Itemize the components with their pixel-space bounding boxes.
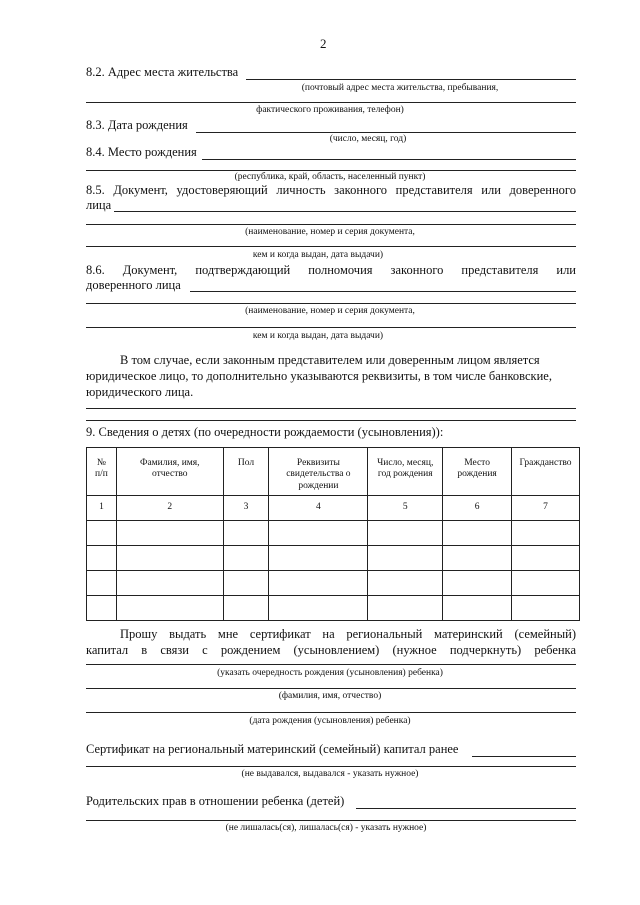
col-header-num: № п/п	[87, 448, 117, 496]
children-section-title: 9. Сведения о детях (по очередности рождаемости (усыновления)):	[86, 425, 444, 439]
authority-doc-hint: (наименование, номер и серия документа,	[245, 306, 415, 316]
table-row	[87, 546, 580, 571]
legal-text-1: В том случае, если законным представителем или доверенным лицом является	[120, 353, 540, 367]
legal-text-2: юридическое лицо, то дополнительно указываются реквизиты, в том числе банковские,	[86, 369, 552, 383]
col-header-name: Фамилия, имя, отчество	[116, 448, 223, 496]
authority-doc-label-2: доверенного лица	[86, 278, 181, 292]
id-doc-field-2[interactable]	[86, 224, 576, 225]
legal-field[interactable]	[86, 408, 576, 409]
birthdate-hint: (число, месяц, год)	[329, 134, 407, 144]
birth-order-hint: (указать очередность рождения (усыновления) ребенка)	[217, 668, 443, 678]
table-cell[interactable]	[368, 571, 443, 596]
legal-field-2[interactable]	[86, 420, 576, 421]
table-cell[interactable]	[269, 571, 368, 596]
id-doc-field[interactable]	[114, 211, 576, 212]
child-birthdate-hint: (дата рождения (усыновления) ребенка)	[249, 716, 411, 726]
table-cell[interactable]	[512, 571, 580, 596]
col-number: 6	[443, 496, 512, 521]
table-cell[interactable]	[443, 521, 512, 546]
table-cell[interactable]	[512, 546, 580, 571]
table-cell[interactable]	[223, 546, 269, 571]
authority-doc-field-3[interactable]	[86, 327, 576, 328]
authority-doc-label: 8.6. Документ, подтверждающий полномочия законного представителя или	[86, 263, 576, 277]
col-number: 5	[368, 496, 443, 521]
col-number: 4	[269, 496, 368, 521]
address-field[interactable]	[246, 79, 576, 80]
col-number: 7	[512, 496, 580, 521]
table-cell[interactable]	[443, 546, 512, 571]
child-name-hint: (фамилия, имя, отчество)	[278, 691, 382, 701]
certificate-field[interactable]	[472, 756, 576, 757]
child-name-field[interactable]	[86, 688, 576, 689]
table-cell[interactable]	[87, 546, 117, 571]
id-doc-label-2: лица	[86, 198, 112, 212]
table-row	[87, 521, 580, 546]
table-cell[interactable]	[443, 596, 512, 621]
birthdate-field[interactable]	[196, 132, 576, 133]
parental-rights-field-2[interactable]	[86, 820, 576, 821]
table-cell[interactable]	[368, 546, 443, 571]
children-table	[86, 447, 580, 621]
child-birthdate-field[interactable]	[86, 712, 576, 713]
birthplace-field-2[interactable]	[86, 170, 576, 171]
table-cell[interactable]	[368, 596, 443, 621]
col-header-citizenship: Гражданство	[512, 448, 580, 496]
birthdate-label: 8.3. Дата рождения	[86, 118, 188, 132]
id-doc-hint: (наименование, номер и серия документа,	[245, 227, 415, 237]
table-cell[interactable]	[223, 596, 269, 621]
col-number: 1	[87, 496, 117, 521]
col-header-birthplace: Место рождения	[443, 448, 512, 496]
table-cell[interactable]	[116, 571, 223, 596]
table-cell[interactable]	[116, 596, 223, 621]
request-text-2: капитал в связи с рождением (усыновлением) (нужное подчеркнуть) ребенка	[86, 643, 576, 657]
request-text-1: Прошу выдать мне сертификат на региональный материнский (семейный)	[120, 627, 576, 641]
table-row	[87, 596, 580, 621]
birthplace-field[interactable]	[202, 159, 576, 160]
col-header-birthdate: Число, месяц, год рождения	[368, 448, 443, 496]
table-cell[interactable]	[512, 521, 580, 546]
table-cell[interactable]	[269, 521, 368, 546]
authority-doc-field-2[interactable]	[86, 303, 576, 304]
col-header-sex: Пол	[223, 448, 269, 496]
table-row	[87, 571, 580, 596]
table-cell[interactable]	[443, 571, 512, 596]
table-cell[interactable]	[87, 596, 117, 621]
id-doc-field-3[interactable]	[86, 246, 576, 247]
authority-doc-hint-2: кем и когда выдан, дата выдачи)	[252, 331, 384, 341]
certificate-field-2[interactable]	[86, 766, 576, 767]
table-cell[interactable]	[116, 546, 223, 571]
table-cell[interactable]	[116, 521, 223, 546]
table-cell[interactable]	[223, 521, 269, 546]
table-cell[interactable]	[87, 571, 117, 596]
address-field-2[interactable]	[86, 102, 576, 103]
id-doc-hint-2: кем и когда выдан, дата выдачи)	[252, 250, 384, 260]
certificate-hint: (не выдавался, выдавался - указать нужное)	[241, 769, 419, 779]
birthplace-hint: (республика, край, область, населенный пункт)	[234, 172, 426, 182]
address-hint-2: фактического проживания, телефон)	[256, 105, 404, 115]
address-hint: (почтовый адрес места жительства, пребывания,	[301, 83, 499, 93]
parental-rights-field[interactable]	[356, 808, 576, 809]
birth-order-field[interactable]	[86, 664, 576, 665]
table-cell[interactable]	[269, 546, 368, 571]
table-cell[interactable]	[368, 521, 443, 546]
table-cell[interactable]	[87, 521, 117, 546]
col-header-certificate: Реквизиты свидетельства о рождении	[269, 448, 368, 496]
table-cell[interactable]	[223, 571, 269, 596]
parental-rights-hint: (не лишалась(ся), лишалась(ся) - указать нужное)	[225, 823, 427, 833]
id-doc-label: 8.5. Документ, удостоверяющий личность законного представителя или доверенного	[86, 183, 576, 197]
col-number: 3	[223, 496, 269, 521]
authority-doc-field[interactable]	[190, 291, 576, 292]
col-number: 2	[116, 496, 223, 521]
address-label: 8.2. Адрес места жительства	[86, 65, 239, 79]
certificate-label: Сертификат на региональный материнский (семейный) капитал ранее	[86, 742, 459, 756]
table-cell[interactable]	[512, 596, 580, 621]
parental-rights-label: Родительских прав в отношении ребенка (детей)	[86, 794, 345, 808]
page-number: 2	[320, 36, 327, 51]
birthplace-label: 8.4. Место рождения	[86, 145, 197, 159]
table-cell[interactable]	[269, 596, 368, 621]
legal-text-3: юридического лица.	[86, 385, 194, 399]
